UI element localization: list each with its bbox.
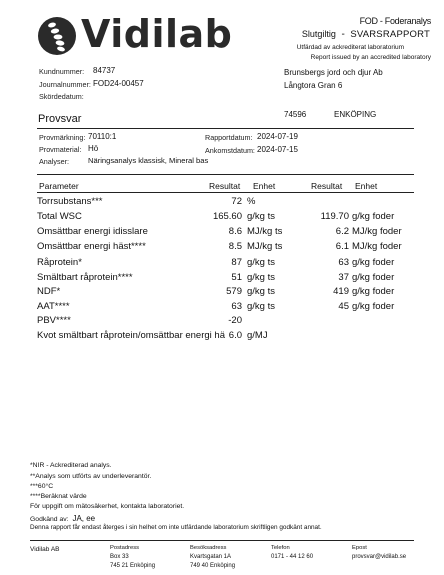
row-unit2: g/kg foder: [352, 211, 395, 222]
note-nir: *NIR - Ackrediterad analys.: [30, 462, 112, 469]
divider: [37, 128, 414, 129]
row-result2: 45: [338, 301, 349, 312]
rapportdatum-label: Rapportdatum:: [205, 133, 253, 142]
provmarkning-label: Provmärkning:: [39, 133, 86, 142]
ankomstdatum-label: Ankomstdatum:: [205, 146, 255, 155]
address-city: ENKÖPING: [334, 110, 377, 119]
footer-epost-label: Epost: [352, 545, 367, 551]
col-unit2-header: Enhet: [355, 181, 378, 191]
rapportdatum-value: 2024-07-19: [257, 132, 298, 141]
footer-divider: [30, 540, 414, 541]
note-temperature: ***60°C: [30, 483, 54, 490]
report-title: SVARSRAPPORT: [350, 29, 430, 40]
row-unit1: g/kg ts: [247, 257, 275, 268]
footer-postadress-label: Postadress: [110, 545, 139, 551]
kundnummer-value: 84737: [93, 66, 116, 75]
row-unit1: MJ/kg ts: [247, 226, 283, 237]
row-parameter: Omsättbar energi idisslare: [37, 226, 148, 237]
footer-besok-street: Kvartsgatan 1A: [190, 554, 232, 560]
row-unit2: g/kg foder: [352, 301, 395, 312]
row-parameter: Smältbart råprotein****: [37, 272, 133, 283]
row-result1: 63: [231, 301, 242, 312]
row-result2: 37: [338, 272, 349, 283]
footer-besok-city: 749 40 Enköping: [190, 563, 236, 569]
row-result1: 165.60: [212, 211, 242, 222]
row-result2: 63: [338, 257, 349, 268]
row-parameter: Råprotein*: [37, 257, 82, 268]
provmaterial-value: Hö: [88, 144, 99, 153]
row-parameter: Kvot smältbart råprotein/omsättbar energi hä: [37, 330, 225, 341]
status-label: Slutgiltig: [301, 29, 336, 39]
address-postcode: 74596: [284, 110, 307, 119]
row-unit2: g/kg foder: [352, 272, 395, 283]
row-result2: 6.1: [335, 241, 349, 252]
provsvar-title: Provsvar: [38, 113, 82, 125]
analyser-label: Analyser:: [39, 157, 69, 166]
doc-type: FOD - Foderanalys: [359, 16, 431, 26]
col-result2-header: Resultat: [311, 181, 343, 191]
row-parameter: Torrsubstans***: [37, 196, 103, 207]
accredited-en: Report issued by an accredited laboratory: [310, 54, 431, 61]
footer-epost[interactable]: provsvar@vidilab.se: [352, 554, 407, 560]
row-unit2: g/kg foder: [352, 257, 395, 268]
footer-post-box: Box 33: [110, 554, 129, 560]
row-parameter: NDF*: [37, 286, 61, 297]
brand-name: Vidilab: [81, 12, 233, 56]
footer-besok-label: Besöksadress: [190, 545, 227, 551]
col-parameter-header: Parameter: [39, 181, 79, 191]
provmaterial-label: Provmaterial:: [39, 145, 82, 154]
address-street: Långtora Gran 6: [284, 81, 343, 90]
footer-telefon-label: Telefon: [271, 545, 290, 551]
row-parameter: Total WSC: [37, 211, 82, 222]
spine-icon: [37, 16, 77, 56]
divider: [37, 192, 414, 193]
approved-value: JA, ee: [72, 514, 96, 523]
row-result1: 72: [231, 196, 242, 207]
row-result1: 6.0: [228, 330, 242, 341]
row-unit1: MJ/kg ts: [247, 241, 283, 252]
row-result1: 87: [231, 257, 242, 268]
row-unit1: g/MJ: [247, 330, 268, 341]
footer-company: Vidilab AB: [30, 546, 60, 553]
row-unit2: MJ/kg foder: [352, 241, 402, 252]
row-parameter: AAT****: [37, 301, 70, 312]
row-result2: 419: [333, 286, 349, 297]
row-unit1: g/kg ts: [247, 211, 275, 222]
kundnummer-label: Kundnummer:: [39, 67, 85, 76]
col-result1-header: Resultat: [209, 181, 241, 191]
disclaimer: Denna rapport får endast återges i sin helhet om inte utfärdande laboratorium skriftligen godkänt annat.: [30, 524, 322, 531]
row-unit2: MJ/kg foder: [352, 226, 402, 237]
row-unit1: %: [247, 196, 256, 207]
row-result2: 6.2: [335, 226, 349, 237]
note-underleverantor: **Analys som utförts av underleverantör.: [30, 473, 152, 480]
footer-post-city: 745 21 Enköping: [110, 563, 156, 569]
accredited-sv: Utfärdad av ackrediterat laboratorium: [296, 44, 404, 51]
row-parameter: PBV****: [37, 315, 71, 326]
row-unit1: g/kg ts: [247, 301, 275, 312]
row-unit2: g/kg foder: [352, 286, 395, 297]
divider: [37, 174, 414, 175]
row-parameter: Omsättbar energi häst****: [37, 241, 146, 252]
note-uncertainty: För uppgift om mätosäkerhet, kontakta laboratoriet.: [30, 503, 185, 510]
approved-label: Godkänd av:: [30, 516, 69, 523]
row-unit1: g/kg ts: [247, 272, 275, 283]
row-result1: 51: [231, 272, 242, 283]
report-status: [302, 29, 430, 40]
ankomstdatum-value: 2024-07-15: [257, 145, 298, 154]
status-dash: -: [338, 29, 348, 40]
journalnummer-label: Journalnummer:: [39, 80, 91, 89]
journalnummer-value: FOD24-00457: [93, 79, 144, 88]
row-result1: 579: [226, 286, 242, 297]
row-result1: 8.6: [228, 226, 242, 237]
col-unit1-header: Enhet: [253, 181, 276, 191]
approved-by: [30, 514, 95, 523]
skordedatum-label: Skördedatum:: [39, 92, 84, 101]
analyser-value: Näringsanalys klassisk, Mineral bas: [88, 156, 209, 165]
row-unit1: g/kg ts: [247, 286, 275, 297]
provmarkning-value: 70110:1: [88, 132, 117, 141]
row-result1: -20: [228, 315, 242, 326]
address-name: Brunsbergs jord och djur Ab: [284, 68, 383, 77]
row-result1: 8.5: [228, 241, 242, 252]
row-result2: 119.70: [320, 211, 349, 222]
footer-telefon: 0171 - 44 12 60: [271, 554, 314, 560]
note-calculated: ****Beräknat värde: [30, 493, 87, 500]
